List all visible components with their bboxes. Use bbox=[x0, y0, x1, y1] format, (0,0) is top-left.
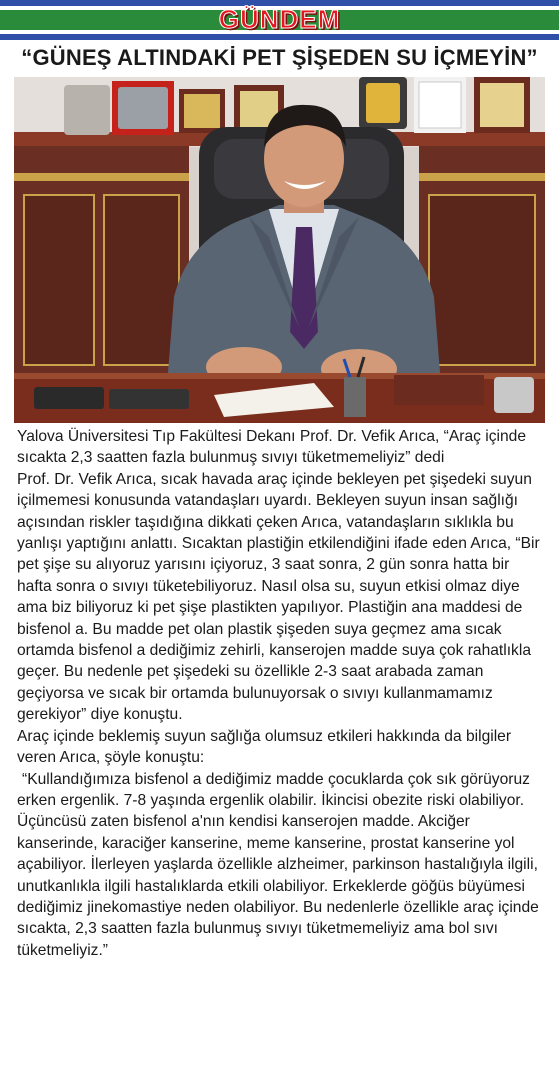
body-paragraph: Prof. Dr. Vefik Arıca, sıcak havada araç içinde bekleyen pet şişedeki suyun içilmemesi konusunda vatandaşları uyardı. Bekleyen suyun insan sağlığı açısından riskler taşıdığına dikkati çeken Arıca, vatandaşların sıklıkla bu yanlışı yaptığını anlattı. Sıcaktan plastiğin etkilendiğini ifade eden Arıca, “Bir pet şişe su alıyoruz yarısını içiyoruz, 3 saat sonra, 2 gün sonra hatta bir hafta sonra o sıvıyı tüketebiliyoruz. Nasıl olsa su, suyun etkisi olmaz diye ama biz biliyoruz ki pet şişe plastikten yapılıyor. Plastiğin ana maddesi de bisfenol a. Bu madde pet olan plastik şişeden suya geçmez ama sıcak ortamda bisfenol a dediğimiz zehirli, kanserojen madde suya çok rahatlıkla geçer. Bu nedenle pet şişedeki su özellikle 2-3 saat arabada zaman geçiyorsa ve sıcak bir ortamda bulunuyorsak o sıvıyı kullanmamamız gerekiyor” diye konuştu. bbox=[17, 470, 540, 724]
body-paragraph: Araç içinde beklemiş suyun sağlığa olumsuz etkileri hakkında da bilgiler veren Arıca, şöyle konuştu: bbox=[17, 727, 512, 767]
quote-paragraph: “Kullandığımıza bisfenol a dediğimiz madde çocuklarda çok sık görüyoruz erken ergenlik. 7-8 yaşında ergenlik olabilir. İkincisi obezite riski olabiliyor. Üçüncüsü zaten bisfenol a'nın kendisi kanserojen madde. Akciğer kanserinde, karaciğer kanserine, meme kanserine, prostat kanserine yol açabiliyor. İlerleyen yaşlarda özellikle alzheimer, parkinson hastalığıyla ilgili, unutkanlıkla ilgili hastalıklarda etkili olabiliyor. Erkeklerde göğüs büyümesi dediğimiz jinekomastiye neden olabiliyor. Bu nedenlerle özellikle araç içinde sıcakta, 2,3 saatten fazla bulunmuş sıvıyı tüketmemeliyiz ama bol sıvı tüketmeliyiz.” bbox=[17, 770, 539, 959]
section-band bbox=[0, 0, 559, 40]
headline: “GÜNEŞ ALTINDAKİ PET ŞİŞEDEN SU İÇMEYİN” bbox=[21, 45, 538, 70]
lead-paragraph: Yalova Üniversitesi Tıp Fakültesi Dekanı Prof. Dr. Vefik Arıca, “Araç içinde sıcakta 2,3 saatten fazla bulunmuş sıvıyı tüketmemeliyiz” dedi bbox=[17, 428, 527, 467]
section-label: GÜNDEM bbox=[218, 4, 341, 34]
article-body bbox=[17, 426, 544, 961]
article-photo bbox=[14, 77, 545, 423]
dean-at-desk-illustration bbox=[14, 77, 545, 423]
